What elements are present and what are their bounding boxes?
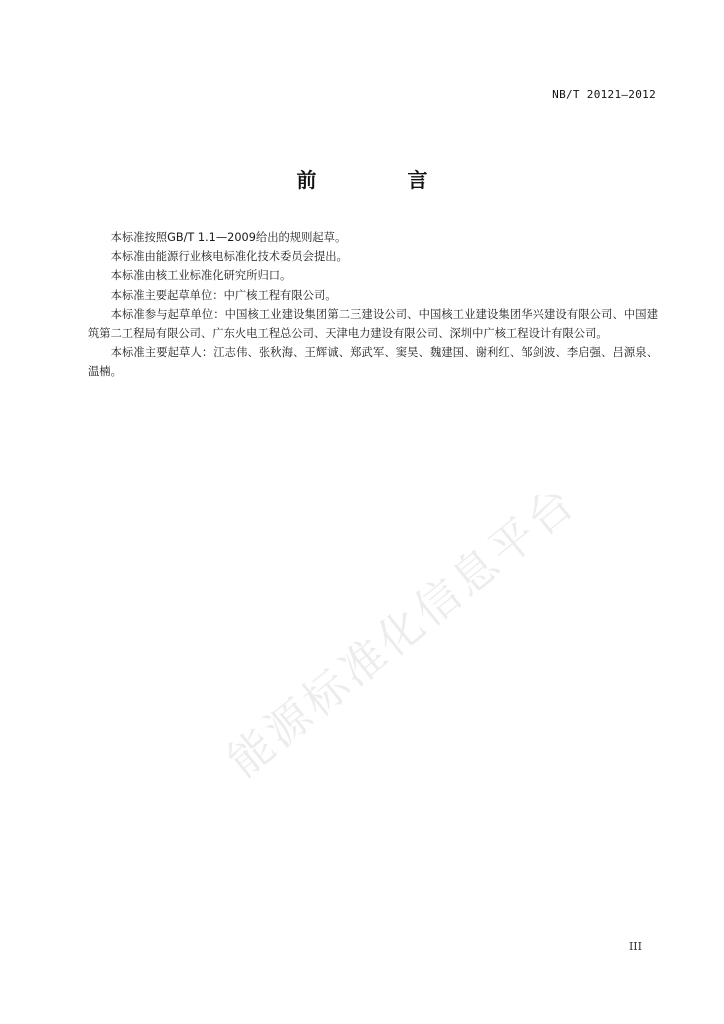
page-number: III — [628, 940, 642, 953]
paragraph-main-drafters: 本标准主要起草人：江志伟、张秋海、王辉诚、郑武军、窦昊、魏建国、谢利红、邹剑波、李启强、吕源泉、温楠。 — [88, 346, 658, 379]
page-title: 前 言 — [296, 168, 470, 192]
paragraph-drafting-rules: 本标准按照GB/T 1.1—2009给出的规则起草。 — [110, 231, 347, 244]
watermark: 能源标准化信息平台 — [218, 475, 587, 788]
paragraph-participating-units: 本标准参与起草单位：中国核工业建设集团第二三建设公司、中国核工业建设集团华兴建设有限公司、中国建筑第二工程局有限公司、广东火电工程总公司、天津电力建设有限公司、深圳中广核工程设计有限公司。 — [88, 307, 658, 341]
foreword-body — [88, 228, 658, 382]
paragraph-administrator: 本标准由核工业标准化研究所归口。 — [110, 269, 292, 283]
paragraph-main-drafting-unit: 本标准主要起草单位：中广核工程有限公司。 — [110, 288, 337, 302]
paragraph-proposer: 本标准由能源行业核电标准化技术委员会提出。 — [110, 250, 348, 264]
standard-code: NB/T 20121—2012 — [552, 88, 656, 101]
